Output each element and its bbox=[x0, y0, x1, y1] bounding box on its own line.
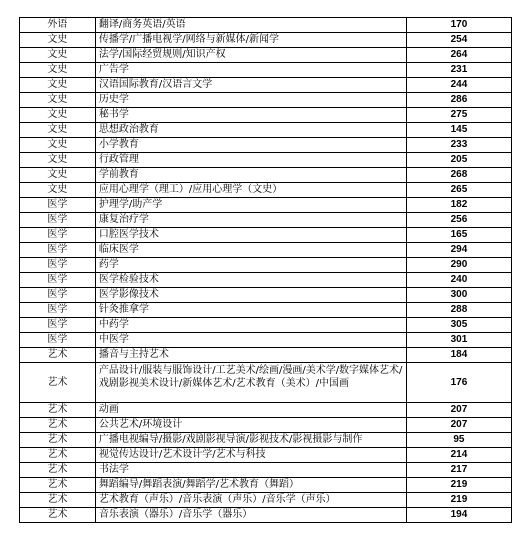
score-table-body bbox=[20, 18, 512, 523]
table-row bbox=[20, 403, 512, 418]
score-cell: 219 bbox=[406, 478, 511, 493]
major-cell: 思想政治教育 bbox=[95, 123, 406, 138]
score-cell: 290 bbox=[406, 258, 511, 273]
score-cell: 275 bbox=[406, 108, 511, 123]
score-cell: 294 bbox=[406, 243, 511, 258]
major-cell: 汉语国际教育/汉语言文学 bbox=[95, 78, 406, 93]
major-cell: 传播学/广播电视学/网络与新媒体/新闻学 bbox=[95, 33, 406, 48]
major-cell: 临床医学 bbox=[95, 243, 406, 258]
score-cell: 240 bbox=[406, 273, 511, 288]
major-cell: 中药学 bbox=[95, 318, 406, 333]
score-table bbox=[19, 17, 512, 523]
major-cell: 历史学 bbox=[95, 93, 406, 108]
major-cell: 口腔医学技术 bbox=[95, 228, 406, 243]
table-row bbox=[20, 463, 512, 478]
score-cell: 217 bbox=[406, 463, 511, 478]
category-cell: 文史 bbox=[20, 78, 96, 93]
score-cell: 244 bbox=[406, 78, 511, 93]
score-cell: 300 bbox=[406, 288, 511, 303]
category-cell: 文史 bbox=[20, 123, 96, 138]
major-cell: 舞蹈编导/舞蹈表演/舞蹈学/艺术教育（舞蹈） bbox=[95, 478, 406, 493]
major-cell: 康复治疗学 bbox=[95, 213, 406, 228]
category-cell: 文史 bbox=[20, 153, 96, 168]
table-row bbox=[20, 493, 512, 508]
table-row bbox=[20, 78, 512, 93]
category-cell: 医学 bbox=[20, 243, 96, 258]
table-row bbox=[20, 123, 512, 138]
category-cell: 文史 bbox=[20, 108, 96, 123]
major-cell: 针灸推拿学 bbox=[95, 303, 406, 318]
table-row bbox=[20, 93, 512, 108]
category-cell: 医学 bbox=[20, 273, 96, 288]
table-row bbox=[20, 478, 512, 493]
major-cell: 视觉传达设计/艺术设计学/艺术与科技 bbox=[95, 448, 406, 463]
table-row bbox=[20, 168, 512, 183]
table-row bbox=[20, 183, 512, 198]
score-cell: 214 bbox=[406, 448, 511, 463]
score-cell: 176 bbox=[406, 363, 511, 403]
major-cell: 广播电视编导/摄影/戏剧影视导演/影视技术/影视摄影与制作 bbox=[95, 433, 406, 448]
category-cell: 艺术 bbox=[20, 463, 96, 478]
category-cell: 艺术 bbox=[20, 418, 96, 433]
table-row bbox=[20, 258, 512, 273]
score-cell: 254 bbox=[406, 33, 511, 48]
table-row bbox=[20, 213, 512, 228]
category-cell: 医学 bbox=[20, 258, 96, 273]
category-cell: 医学 bbox=[20, 228, 96, 243]
category-cell: 艺术 bbox=[20, 363, 96, 403]
table-row bbox=[20, 333, 512, 348]
major-cell: 医学检验技术 bbox=[95, 273, 406, 288]
table-row bbox=[20, 448, 512, 463]
major-cell: 秘书学 bbox=[95, 108, 406, 123]
table-row bbox=[20, 138, 512, 153]
major-cell: 中医学 bbox=[95, 333, 406, 348]
category-cell: 艺术 bbox=[20, 448, 96, 463]
category-cell: 医学 bbox=[20, 213, 96, 228]
category-cell: 文史 bbox=[20, 33, 96, 48]
category-cell: 文史 bbox=[20, 183, 96, 198]
major-cell: 动画 bbox=[95, 403, 406, 418]
table-row bbox=[20, 318, 512, 333]
table-row bbox=[20, 108, 512, 123]
major-cell: 广告学 bbox=[95, 63, 406, 78]
score-cell: 268 bbox=[406, 168, 511, 183]
major-cell: 公共艺术/环境设计 bbox=[95, 418, 406, 433]
major-cell: 播音与主持艺术 bbox=[95, 348, 406, 363]
score-cell: 265 bbox=[406, 183, 511, 198]
category-cell: 文史 bbox=[20, 93, 96, 108]
table-row bbox=[20, 433, 512, 448]
category-cell: 外语 bbox=[20, 18, 96, 33]
category-cell: 医学 bbox=[20, 318, 96, 333]
major-cell: 书法学 bbox=[95, 463, 406, 478]
category-cell: 艺术 bbox=[20, 348, 96, 363]
category-cell: 艺术 bbox=[20, 433, 96, 448]
table-row bbox=[20, 48, 512, 63]
table-row bbox=[20, 348, 512, 363]
category-cell: 文史 bbox=[20, 63, 96, 78]
table-row bbox=[20, 243, 512, 258]
category-cell: 医学 bbox=[20, 333, 96, 348]
table-row bbox=[20, 508, 512, 523]
table-row bbox=[20, 228, 512, 243]
score-cell: 233 bbox=[406, 138, 511, 153]
score-cell: 288 bbox=[406, 303, 511, 318]
major-cell: 艺术教育（声乐）/音乐表演（声乐）/音乐学（声乐） bbox=[95, 493, 406, 508]
major-cell: 翻译/商务英语/英语 bbox=[95, 18, 406, 33]
score-cell: 165 bbox=[406, 228, 511, 243]
major-cell bbox=[95, 363, 406, 403]
category-cell: 医学 bbox=[20, 288, 96, 303]
score-cell: 301 bbox=[406, 333, 511, 348]
major-cell: 音乐表演（器乐）/音乐学（器乐） bbox=[95, 508, 406, 523]
score-cell: 207 bbox=[406, 418, 511, 433]
score-cell: 170 bbox=[406, 18, 511, 33]
table-row bbox=[20, 33, 512, 48]
score-cell: 184 bbox=[406, 348, 511, 363]
table-row bbox=[20, 363, 512, 403]
category-cell: 文史 bbox=[20, 168, 96, 183]
table-row bbox=[20, 63, 512, 78]
score-cell: 286 bbox=[406, 93, 511, 108]
score-cell: 256 bbox=[406, 213, 511, 228]
major-cell: 护理学/助产学 bbox=[95, 198, 406, 213]
major-text: 产品设计/服装与服饰设计/工艺美术/绘画/漫画/美术学/数字媒体艺术/戏剧影视美术设计/新媒体艺术/艺术教育（美术）/中国画 bbox=[98, 365, 403, 389]
table-row bbox=[20, 418, 512, 433]
major-cell: 医学影像技术 bbox=[95, 288, 406, 303]
major-cell: 应用心理学（理工）/应用心理学（文史） bbox=[95, 183, 406, 198]
table-row bbox=[20, 153, 512, 168]
score-cell: 194 bbox=[406, 508, 511, 523]
category-cell: 艺术 bbox=[20, 508, 96, 523]
major-cell: 小学教育 bbox=[95, 138, 406, 153]
score-cell: 205 bbox=[406, 153, 511, 168]
score-cell: 305 bbox=[406, 318, 511, 333]
score-cell: 264 bbox=[406, 48, 511, 63]
table-row bbox=[20, 288, 512, 303]
score-cell: 207 bbox=[406, 403, 511, 418]
category-cell: 文史 bbox=[20, 48, 96, 63]
category-cell: 医学 bbox=[20, 198, 96, 213]
category-cell: 艺术 bbox=[20, 403, 96, 418]
table-row bbox=[20, 18, 512, 33]
category-cell: 医学 bbox=[20, 303, 96, 318]
table-row bbox=[20, 198, 512, 213]
category-cell: 文史 bbox=[20, 138, 96, 153]
major-cell: 行政管理 bbox=[95, 153, 406, 168]
table-row bbox=[20, 273, 512, 288]
score-cell: 231 bbox=[406, 63, 511, 78]
score-cell: 182 bbox=[406, 198, 511, 213]
table-row bbox=[20, 303, 512, 318]
major-cell: 法学/国际经贸规则/知识产权 bbox=[95, 48, 406, 63]
major-cell: 药学 bbox=[95, 258, 406, 273]
score-cell: 95 bbox=[406, 433, 511, 448]
category-cell: 艺术 bbox=[20, 493, 96, 508]
score-cell: 145 bbox=[406, 123, 511, 138]
major-cell: 学前教育 bbox=[95, 168, 406, 183]
score-cell: 219 bbox=[406, 493, 511, 508]
category-cell: 艺术 bbox=[20, 478, 96, 493]
